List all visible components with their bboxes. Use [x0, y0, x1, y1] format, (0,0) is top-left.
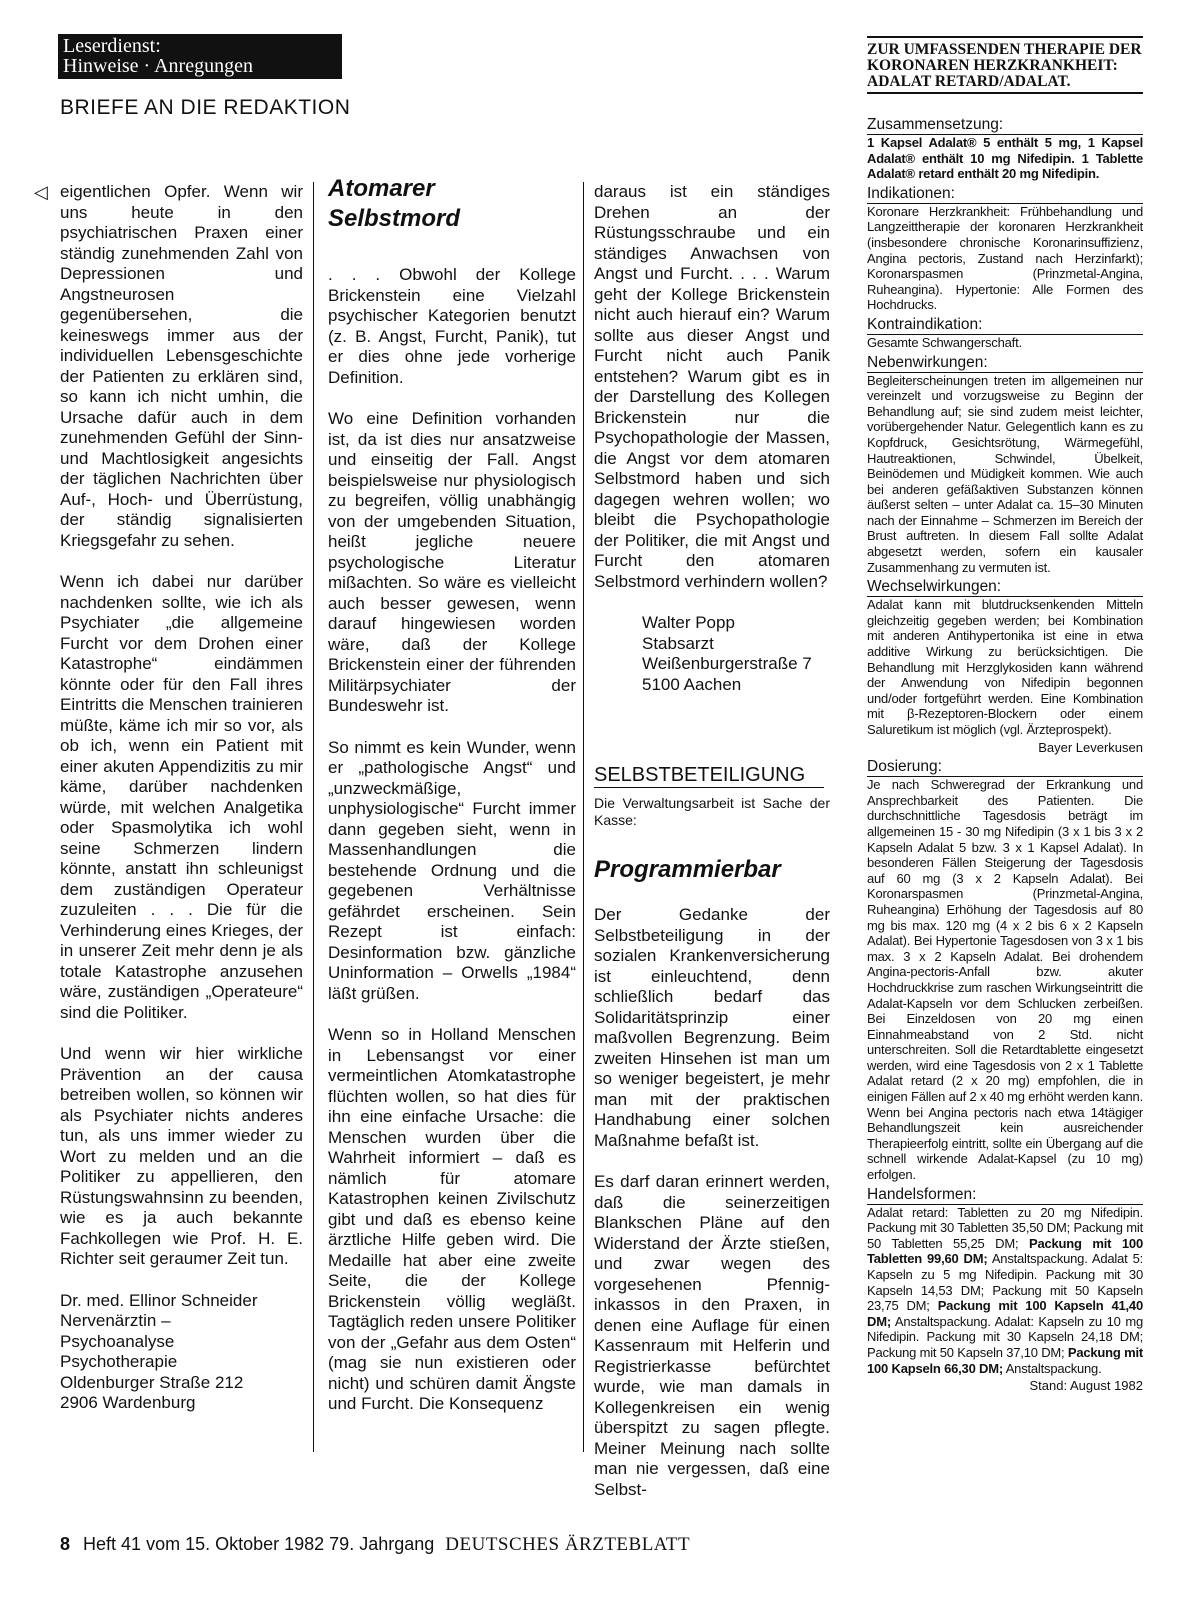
ad-text-wechselwirkungen: Adalat kann mit blutdrucksenkenden Mitteln gleichzeitig gegeben werden; bei Kombination mit anderen Antihypertonika ist eine in etwa additive Wirkung zu berücksichtigen. Die Behandlung mit Herzglykosiden kann während der Anwendung von Nifedipin begonnen und/oder fortgeführt werden. Eine Kombination mit β-Rezeptoren-Blockern oder einem Saluretikum ist möglich (vgl. Ärzteprospekt). — [867, 597, 1143, 737]
badge-line-1: Leserdienst: — [63, 35, 161, 57]
handel-text: Anstaltspackung. — [1005, 1360, 1102, 1376]
handel-bold: Packung mit 100 Tabletten 99,60 DM; — [867, 1235, 1143, 1267]
ad-text-indikationen: Koronare Herzkrankheit: Frühbehandlung und Langzeittherapie der koronaren Herzkrankheit (insbesondere chronische Koronarinsuffizienz, Angina pectoris, Zustand nach Herzinfarkt); Koronarspasmen (Prinzmetal-Angina, Ruheangina). Hypertonie: Alle Formen des Hochdrucks. — [867, 203, 1143, 313]
letter-1-signature — [60, 1291, 303, 1414]
ad-text-dosierung: Je nach Schweregrad der Erkrankung und Ansprechbarkeit des Patienten. Die durchschnittliche Tagesdosis beträgt im allgemeinen 15 - 30 mg Nifedipin (3 x 1 bis 3 x 2 Kapseln Adalat 5 bzw. 3 x 1 Kapsel Adalat). In besonderen Fällen Steigerung der Tagesdosis auf 60 mg (3 x 2 Kapseln Adalat). Bei Koronarspasmen (Prinzmetal-Angina, Ruheangina) Erhöhung der Tagesdosis auf 80 mg bis max. 120 mg (4 x 2 bis 6 x 2 Kapseln Adalat). Bei Hypertonie Tagesdosen von 3 x 1 bis max. 3 x 2 Kapseln Adalat. Bei drohendem Angina-pectoris-Anfall bzw. akuter Hochdruckkrise zum raschen Wirkungseintritt die Adalat-Kapseln vor dem Schlucken zerbeißen. Bei Einzeldosen von 20 mg einen Einnahmeabstand von 2 Std. nicht unterschreiten. Soll die Retardtablette eingesetzt werden, wird eine Tagesdosis von 2 x 1 Tablette Adalat retard (2 x 20 mg) empfohlen, die in einigen Fällen auf 2 x 40 mg erhöht werden kann. Wenn bei Angina pectoris nach etwa 14tägiger Behandlungszeit kein ausreichender Therapieerfolg eintritt, sollte ein Übergang auf die schnell wirkende Adalat-Kapsel (zu 10 mg) erfolgen. — [867, 777, 1143, 1183]
ad-label-dosierung: Dosierung: — [867, 758, 1143, 777]
signature-line: Psychoanalyse — [60, 1331, 175, 1351]
ad-top-rule — [867, 36, 1143, 38]
ad-headline-rule — [867, 92, 1143, 94]
paragraph: Wenn so in Holland Menschen in Lebensangst vor einer vermeintlichen Atomkatastrophe flüchten wollen, so hat dies für ihn eine einfache Ursache: die Menschen wurden über die Wahrheit informiert – daß es nämlich für atomare Katastrophen keinen Zivilschutz gibt und daß es ebenso keine ärztliche Hilfe geben wird. Die Medaille hat aber eine zweite Seite, die der Kollege Brickenstein völlig wegläßt. Tagtäglich reden unsere Politiker von der „Gefahr aus dem Osten“ (mag sie nun existieren oder nicht) und schüren damit Ängste und Furcht. Die Konsequenz — [328, 1025, 576, 1413]
signature-line: Oldenburger Straße 212 — [60, 1372, 244, 1392]
paragraph: Es darf daran erinnert werden, daß die seinerzeitigen Blankschen Pläne auf den Widerstand der Ärzte stießen, und zwar wegen des vorgesehenen Pfennig-inkassos in den Praxen, in denen eine Auflage für einen Kassenraum mit Helferin und Registrierkasse befürchtet wurde, wie man damals in Kollegenkreisen ein wenig überspitzt zu sagen pflegte. Meiner Meinung nach sollte man nie vergessen, daß eine Selbst- — [594, 1172, 830, 1499]
paragraph: Wenn ich dabei nur darüber nachdenken sollte, wie ich als Psychiater „die allgemeine Furcht vor dem Drohen einer Katastrophe“ eindämmen könnte oder für den Fall ihres Eintritts die Menschen trainieren müßte, käme ich mir so vor, als ob ich, wenn ein Patient mit einer akuten Appendizitis zu mir käme, darüber nachdenken würde, mit welchen Analgetika oder Spasmolytika ich wohl seine Schmerzen lindern könnte, anstatt ihn schleunigst dem zuständigen Operateur zuzuleiten . . . Die für die Verhinderung eines Krieges, der in unserer Zeit mehr denn je als totale Katastrophe anzusehen wäre, zuständigen „Operateure“ sind die Politiker. — [60, 572, 303, 1022]
page-number: 8 — [60, 1534, 71, 1554]
letter-2-signature — [642, 613, 830, 695]
handel-text: Anstaltspackung. Adalat: Kapseln zu 10 mg Nifedipin. Packung mit 30 Kapseln 24,18 DM; Packung mit 50 Kapseln 37,10 DM; — [867, 1313, 1143, 1360]
ad-headline: ZUR UMFASSENDEN THERAPIE DER KORONAREN HERZKRANKHEIT: ADALAT RETARD/ADALAT. — [867, 41, 1142, 90]
signature-line: Walter Popp — [642, 613, 735, 632]
handel-bold: Packung mit 100 Kapseln 66,30 DM; — [867, 1344, 1143, 1376]
paragraph: So nimmt es kein Wunder, wenn er „pathologische Angst“ und „unzweckmäßige, unphysiologische“ Furcht immer dann gegeben sieht, wenn in Massenhandlungen die bestehende Ordnung und die gegebenen Verhältnisse gefährdet erscheinen. Sein Rezept ist einfach: Desinformation bzw. gänzliche Uninformation – Orwells „1984“ läßt grüßen. — [328, 737, 576, 1003]
signature-line: Dr. med. Ellinor Schneider — [60, 1290, 258, 1310]
adalat-advertisement — [867, 36, 1143, 1394]
continuation-arrow-icon: ◁ — [34, 182, 48, 202]
issue-info: Heft 41 vom 15. Oktober 1982 79. Jahrgang — [83, 1534, 435, 1554]
ad-label-zusammensetzung: Zusammensetzung: — [867, 116, 1143, 135]
ad-label-indikationen: Indikationen: — [867, 185, 1143, 204]
signature-line: Stabsarzt — [642, 633, 714, 653]
section-underline — [594, 787, 824, 788]
page-heading: BRIEFE AN DIE REDAKTION — [60, 96, 351, 119]
signature-line: 5100 Aachen — [642, 674, 742, 694]
ad-label-wechselwirkungen: Wechselwirkungen: — [867, 578, 1143, 597]
paragraph: . . . Obwohl der Kollege Brickenstein eine Vielzahl psychischer Kategorien benutzt (z. B. Angst, Furcht, Panik), tut er dies ohne jede vorherige Definition. — [328, 265, 576, 387]
signature-line: Psychotherapie — [60, 1352, 178, 1371]
handel-text: Anstaltspackung. Adalat 5: Kapseln zu 5 mg Nifedipin. Packung mit 30 Kapseln 14,53 DM; Packung mit 50 Kapseln 23,75 DM; — [867, 1251, 1144, 1314]
article-3-column — [594, 905, 830, 1521]
ad-text-zusammensetzung: 1 Kapsel Adalat® 5 enthält 5 mg, 1 Kapsel Adalat® enthält 10 mg Nifedipin. 1 Tablette Adalat® retard enthält 20 mg Nifedipin. — [867, 135, 1143, 182]
paragraph: Der Gedanke der Selbstbeteiligung in der sozialen Krankenversicherung ist einleuchtend, denn schließlich bedarf das Solidaritätsprinzip einer maßvollen Begrenzung. Beim zweiten Hinsehen ist man um so weniger begeistert, je mehr man mit der praktischen Handhabung einer solchen Maßnahme befaßt ist. — [594, 905, 830, 1150]
section-heading-selbstbeteiligung: SELBSTBETEILIGUNG — [594, 764, 806, 786]
paragraph: daraus ist ein ständiges Drehen an der Rüstungsschraube und ein ständiges Anwachsen von Angst und Furcht. . . . Warum geht der Kollege Brickenstein nicht auch hierauf ein? Warum sollte aus dieser Angst und Furcht nicht auch Panik entstehen? Warum gibt es in der Darstellung des Kollegen Brickenstein nur die Psychopathologie der Massen, die Angst vor dem atomaren Selbstmord haben und sich dagegen wehren wollen; wo bleibt die Psychopathologie der Politiker, die mit Angst und Furcht den atomaren Selbstmord verhindern wollen? — [594, 182, 830, 591]
signature-line: 2906 Wardenburg — [60, 1393, 196, 1412]
title-line: Atomarer — [328, 175, 435, 202]
ad-text-nebenwirkungen: Begleiterscheinungen treten im allgemeinen nur vereinzelt und vorzugsweise zu Beginn der Behandlung auf; sie sind zudem meist leichter, vorübergehender Natur. Gelegentlich kann es zu Kopfdruck, Gesichtsrötung, Wärmegefühl, Hautreaktionen, Schwindel, Übelkeit, Beinödemen und Müdigkeit kommen. Wie auch bei anderen gefäßaktiven Substanzen können äußerst selten – unter Adalat ca. 15–30 Minuten nach der Einnahme – Schmerzen im Bereich der Brust auftreten. In diesem Fall sollte Adalat abgesetzt werden, sofern ein kausaler Zusammenhang zu vermuten ist. — [867, 372, 1143, 575]
paragraph: eigentlichen Opfer. Wenn wir uns heute in den psychiatrischen Praxen einer ständig zunehmenden Zahl von Depressionen und Angstneurosen gegenübersehen, die keineswegs immer aus der individuellen Lebensgeschichte der Patienten zu erklären sind, so kann ich nicht umhin, die Ursache dafür auch in dem zunehmenden Gefühl der Sinn- und Machtlosigkeit angesichts der täglichen Nachrichten über Auf-, Hoch- und Überrüstung, der ständig signalisierten Kriegsgefahr zu sehen. — [60, 182, 303, 550]
section-badge — [58, 34, 342, 79]
ad-stand-date: Stand: August 1982 — [1029, 1378, 1143, 1394]
paragraph: Wo eine Definition vorhanden ist, da ist dies nur ansatzweise und einseitig der Fall. Angst beispielsweise nur physiologisch zu begreifen, völlig unabhängig von der umgebenden Situation, heißt jegliche neuere psychologische Literatur mißachten. So wäre es vielleicht auch besser gewesen, wenn darauf hingewiesen worden wäre, daß der Kollege Brickenstein einer der führenden Militärpsychiater der Bundeswehr ist. — [328, 409, 576, 715]
letter-1-column — [60, 182, 303, 1414]
column-divider — [313, 182, 314, 1452]
column-divider — [583, 182, 584, 1452]
signature-line: Nervenärztin – — [60, 1311, 171, 1330]
ad-label-handelsformen: Handelsformen: — [867, 1186, 1143, 1205]
badge-line-2: Hinweise · Anregungen — [63, 55, 253, 77]
letter-2-continuation — [594, 182, 830, 695]
article-title-atomarer-selbstmord — [328, 174, 460, 234]
article-title-programmierbar: Programmierbar — [594, 856, 781, 883]
ad-label-kontraindikation: Kontraindikation: — [867, 316, 1143, 335]
letter-2-column — [328, 265, 576, 1436]
ad-label-nebenwirkungen: Nebenwirkungen: — [867, 354, 1143, 373]
section-intro: Die Verwaltungsarbeit ist Sache der Kasse: — [594, 795, 830, 828]
handel-bold: Packung mit 100 Kapseln 41,40 DM; — [867, 1298, 1143, 1329]
ad-text-kontraindikation: Gesamte Schwangerschaft. — [867, 334, 1022, 350]
ad-company: Bayer Leverkusen — [1038, 739, 1143, 755]
paragraph: Und wenn wir hier wirkliche Prävention an der causa betreiben wollen, so können wir als Psychiater nichts anderes tun, als uns immer wieder zu Wort zu melden und an die Politiker zu appellieren, den Rüstungswahnsinn zu beenden, wie es ja auch bekannte Fachkollegen wie Prof. H. E. Richter seit geraumer Zeit tun. — [60, 1044, 303, 1268]
ad-text-handelsformen — [867, 1205, 1143, 1377]
signature-line: Weißenburgerstraße 7 — [642, 654, 812, 673]
handel-text: Adalat retard: Tabletten zu 20 mg Nifedipin. Packung mit 30 Tabletten 35,50 DM; Packung mit 50 Tabletten 55,25 DM; — [867, 1204, 1143, 1251]
magazine-name: DEUTSCHES ÄRZTEBLATT — [445, 1534, 691, 1555]
title-line: Selbstmord — [328, 205, 461, 232]
page-footer — [60, 1534, 690, 1556]
